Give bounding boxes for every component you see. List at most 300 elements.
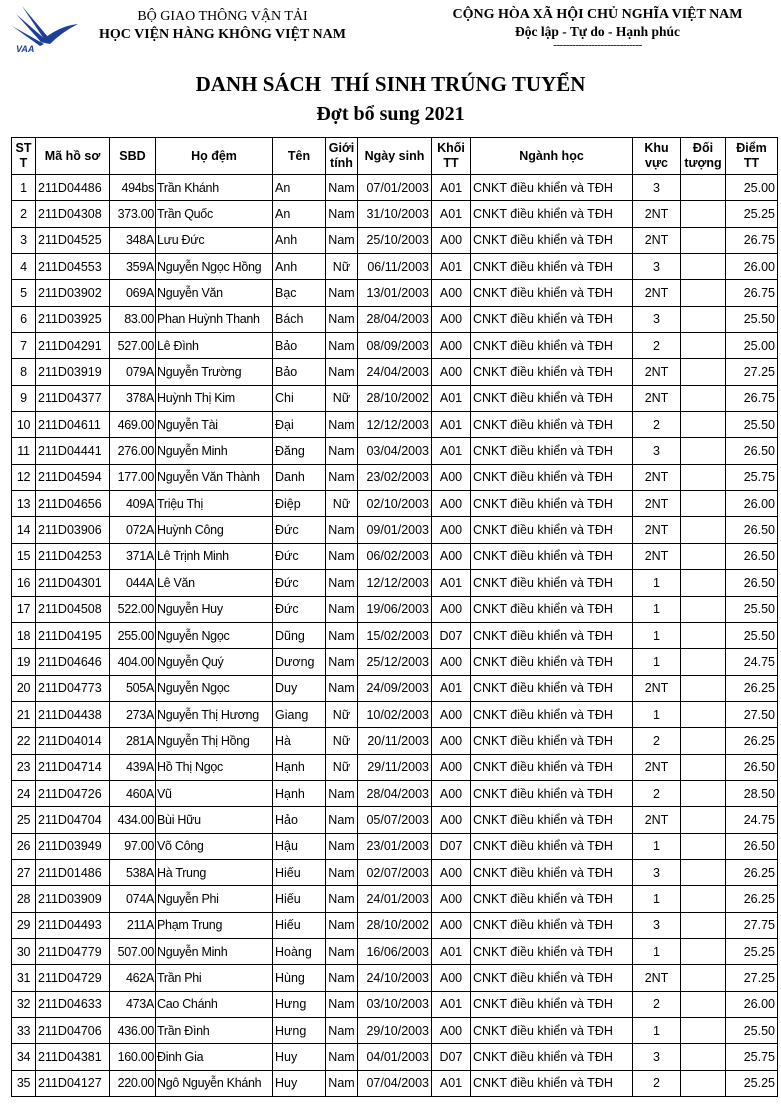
cell-ten: Hiếu xyxy=(273,886,326,912)
cell-doi-tuong xyxy=(681,728,726,754)
table-row xyxy=(12,596,778,622)
cell-khu-vuc: 2NT xyxy=(633,754,681,780)
cell-khu-vuc: 2 xyxy=(633,728,681,754)
cell-nganh-hoc: CNKT điều khiển và TĐH xyxy=(471,464,633,490)
table-row xyxy=(12,780,778,806)
cell-gioi-tinh: Nam xyxy=(326,833,358,859)
cell-ngay-sinh: 07/04/2003 xyxy=(358,1070,432,1096)
cell-diem-tt: 26.75 xyxy=(726,227,778,253)
cell-ma-ho-so: 211D03949 xyxy=(36,833,110,859)
cell-gioi-tinh: Nam xyxy=(326,570,358,596)
table-row xyxy=(12,807,778,833)
cell-sbd: 072A xyxy=(110,517,156,543)
table-row xyxy=(12,491,778,517)
cell-nganh-hoc: CNKT điều khiển và TĐH xyxy=(471,701,633,727)
cell-gioi-tinh: Nam xyxy=(326,1044,358,1070)
cell-nganh-hoc: CNKT điều khiển và TĐH xyxy=(471,649,633,675)
cell-ho-dem: Lê Trịnh Minh xyxy=(156,543,273,569)
cell-nganh-hoc: CNKT điều khiển và TĐH xyxy=(471,991,633,1017)
cell-khoi-tt: A00 xyxy=(432,543,471,569)
cell-gioi-tinh: Nữ xyxy=(326,728,358,754)
cell-khoi-tt: A01 xyxy=(432,438,471,464)
cell-ma-ho-so: 211D04493 xyxy=(36,912,110,938)
cell-stt: 18 xyxy=(12,622,36,648)
cell-stt: 14 xyxy=(12,517,36,543)
cell-ma-ho-so: 211D04553 xyxy=(36,254,110,280)
cell-ten: Bạc xyxy=(273,280,326,306)
header-sbd xyxy=(110,138,156,175)
cell-stt: 9 xyxy=(12,385,36,411)
cell-nganh-hoc: CNKT điều khiển và TĐH xyxy=(471,754,633,780)
cell-doi-tuong xyxy=(681,464,726,490)
cell-ten: Hảo xyxy=(273,807,326,833)
cell-ho-dem: Nguyễn Huy xyxy=(156,596,273,622)
cell-ho-dem: Phạm Trung xyxy=(156,912,273,938)
cell-khoi-tt: A01 xyxy=(432,991,471,1017)
cell-ten: Bách xyxy=(273,306,326,332)
cell-khoi-tt: A00 xyxy=(432,807,471,833)
cell-khoi-tt: A00 xyxy=(432,965,471,991)
cell-doi-tuong xyxy=(681,254,726,280)
cell-khoi-tt: A01 xyxy=(432,175,471,201)
cell-ma-ho-so: 211D04633 xyxy=(36,991,110,1017)
cell-gioi-tinh: Nam xyxy=(326,464,358,490)
cell-ma-ho-so: 211D04291 xyxy=(36,333,110,359)
cell-ngay-sinh: 25/12/2003 xyxy=(358,649,432,675)
cell-diem-tt: 25.25 xyxy=(726,201,778,227)
cell-khu-vuc: 2 xyxy=(633,412,681,438)
cell-doi-tuong xyxy=(681,1070,726,1096)
cell-ten: Hiếu xyxy=(273,912,326,938)
cell-khu-vuc: 1 xyxy=(633,622,681,648)
cell-ten: Hậu xyxy=(273,833,326,859)
cell-sbd: 527.00 xyxy=(110,333,156,359)
cell-doi-tuong xyxy=(681,227,726,253)
cell-ho-dem: Nguyễn Văn xyxy=(156,280,273,306)
cell-sbd: 044A xyxy=(110,570,156,596)
cell-khoi-tt: A00 xyxy=(432,780,471,806)
issuing-organization xyxy=(80,8,365,44)
cell-ngay-sinh: 28/04/2003 xyxy=(358,306,432,332)
cell-stt: 5 xyxy=(12,280,36,306)
cell-khu-vuc: 1 xyxy=(633,1018,681,1044)
cell-nganh-hoc: CNKT điều khiển và TĐH xyxy=(471,1044,633,1070)
cell-khoi-tt: A01 xyxy=(432,1070,471,1096)
table-row xyxy=(12,175,778,201)
cell-diem-tt: 24.75 xyxy=(726,649,778,675)
national-header xyxy=(425,6,770,50)
cell-nganh-hoc: CNKT điều khiển và TĐH xyxy=(471,728,633,754)
table-row xyxy=(12,912,778,938)
table-row xyxy=(12,1044,778,1070)
cell-khu-vuc: 3 xyxy=(633,306,681,332)
cell-khu-vuc: 2NT xyxy=(633,807,681,833)
cell-ho-dem: Trần Quốc xyxy=(156,201,273,227)
header-doi-tuong-line: Đối xyxy=(692,141,714,155)
cell-doi-tuong xyxy=(681,543,726,569)
cell-ho-dem: Huỳnh Thị Kim xyxy=(156,385,273,411)
table-row xyxy=(12,649,778,675)
cell-nganh-hoc: CNKT điều khiển và TĐH xyxy=(471,254,633,280)
cell-ho-dem: Trần Đình xyxy=(156,1018,273,1044)
cell-ho-dem: Trần Khánh xyxy=(156,175,273,201)
cell-ten: Huy xyxy=(273,1044,326,1070)
cell-ten: An xyxy=(273,175,326,201)
cell-stt: 8 xyxy=(12,359,36,385)
cell-ngay-sinh: 29/11/2003 xyxy=(358,754,432,780)
national-motto: Độc lập - Tự do - Hạnh phúc xyxy=(514,24,681,39)
cell-diem-tt: 27.50 xyxy=(726,701,778,727)
cell-diem-tt: 25.50 xyxy=(726,412,778,438)
cell-doi-tuong xyxy=(681,596,726,622)
table-row xyxy=(12,701,778,727)
cell-ngay-sinh: 04/01/2003 xyxy=(358,1044,432,1070)
cell-khoi-tt: A00 xyxy=(432,728,471,754)
cell-ho-dem: Huỳnh Công xyxy=(156,517,273,543)
cell-ten: Điệp xyxy=(273,491,326,517)
cell-doi-tuong xyxy=(681,965,726,991)
cell-nganh-hoc: CNKT điều khiển và TĐH xyxy=(471,965,633,991)
cell-diem-tt: 26.50 xyxy=(726,754,778,780)
cell-doi-tuong xyxy=(681,938,726,964)
cell-gioi-tinh: Nam xyxy=(326,306,358,332)
cell-ten: Dũng xyxy=(273,622,326,648)
cell-ma-ho-so: 211D04773 xyxy=(36,675,110,701)
cell-gioi-tinh: Nữ xyxy=(326,254,358,280)
cell-nganh-hoc: CNKT điều khiển và TĐH xyxy=(471,491,633,517)
cell-khoi-tt: A01 xyxy=(432,938,471,964)
cell-doi-tuong xyxy=(681,175,726,201)
table-row xyxy=(12,965,778,991)
cell-sbd: 404.00 xyxy=(110,649,156,675)
cell-stt: 26 xyxy=(12,833,36,859)
cell-ma-ho-so: 211D04438 xyxy=(36,701,110,727)
cell-khu-vuc: 2NT xyxy=(633,543,681,569)
cell-nganh-hoc: CNKT điều khiển và TĐH xyxy=(471,675,633,701)
cell-ten: Anh xyxy=(273,227,326,253)
cell-sbd: 177.00 xyxy=(110,464,156,490)
cell-khu-vuc: 1 xyxy=(633,833,681,859)
cell-ngay-sinh: 03/10/2003 xyxy=(358,991,432,1017)
title-main: DANH SÁCH THÍ SINH TRÚNG TUYỂN xyxy=(195,72,586,96)
table-row xyxy=(12,859,778,885)
header-ten xyxy=(273,138,326,175)
cell-gioi-tinh: Nam xyxy=(326,912,358,938)
cell-stt: 33 xyxy=(12,1018,36,1044)
svg-text:VAA: VAA xyxy=(16,44,35,54)
cell-ten: Chi xyxy=(273,385,326,411)
cell-doi-tuong xyxy=(681,991,726,1017)
cell-sbd: 462A xyxy=(110,965,156,991)
document-title xyxy=(0,70,781,129)
cell-diem-tt: 26.25 xyxy=(726,728,778,754)
header-ten-line: Tên xyxy=(287,148,311,163)
cell-khu-vuc: 2NT xyxy=(633,201,681,227)
cell-nganh-hoc: CNKT điều khiển và TĐH xyxy=(471,201,633,227)
cell-nganh-hoc: CNKT điều khiển và TĐH xyxy=(471,385,633,411)
cell-gioi-tinh: Nữ xyxy=(326,754,358,780)
cell-khoi-tt: A00 xyxy=(432,491,471,517)
cell-nganh-hoc: CNKT điều khiển và TĐH xyxy=(471,886,633,912)
cell-doi-tuong xyxy=(681,491,726,517)
cell-ma-ho-so: 211D04714 xyxy=(36,754,110,780)
motto-rule: ---------------------------- xyxy=(553,39,642,51)
cell-sbd: 273A xyxy=(110,701,156,727)
cell-ngay-sinh: 13/01/2003 xyxy=(358,280,432,306)
cell-khoi-tt: A00 xyxy=(432,886,471,912)
cell-khoi-tt: D07 xyxy=(432,622,471,648)
cell-stt: 21 xyxy=(12,701,36,727)
cell-stt: 31 xyxy=(12,965,36,991)
cell-ma-ho-so: 211D04525 xyxy=(36,227,110,253)
header-ho-dem xyxy=(156,138,273,175)
cell-ngay-sinh: 20/11/2003 xyxy=(358,728,432,754)
cell-khu-vuc: 2NT xyxy=(633,965,681,991)
republic-name: CỘNG HÒA XÃ HỘI CHỦ NGHĨA VIỆT NAM xyxy=(452,7,743,22)
cell-khu-vuc: 3 xyxy=(633,438,681,464)
cell-doi-tuong xyxy=(681,280,726,306)
cell-khu-vuc: 3 xyxy=(633,912,681,938)
cell-ten: Hoàng xyxy=(273,938,326,964)
cell-ho-dem: Hà Trung xyxy=(156,859,273,885)
cell-ma-ho-so: 211D04308 xyxy=(36,201,110,227)
cell-ten: Anh xyxy=(273,254,326,280)
cell-gioi-tinh: Nữ xyxy=(326,385,358,411)
cell-ngay-sinh: 07/01/2003 xyxy=(358,175,432,201)
cell-gioi-tinh: Nam xyxy=(326,175,358,201)
table-header-row xyxy=(12,138,778,175)
cell-ho-dem: Đinh Gia xyxy=(156,1044,273,1070)
cell-ngay-sinh: 24/10/2003 xyxy=(358,965,432,991)
cell-ngay-sinh: 24/04/2003 xyxy=(358,359,432,385)
cell-ten: Hùng xyxy=(273,965,326,991)
cell-ho-dem: Nguyễn Văn Thành xyxy=(156,464,273,490)
cell-khoi-tt: A00 xyxy=(432,912,471,938)
cell-ngay-sinh: 06/11/2003 xyxy=(358,254,432,280)
cell-ma-ho-so: 211D04704 xyxy=(36,807,110,833)
cell-ho-dem: Võ Công xyxy=(156,833,273,859)
cell-diem-tt: 25.75 xyxy=(726,464,778,490)
cell-doi-tuong xyxy=(681,912,726,938)
cell-gioi-tinh: Nam xyxy=(326,280,358,306)
cell-ma-ho-so: 211D03902 xyxy=(36,280,110,306)
cell-khoi-tt: A01 xyxy=(432,385,471,411)
header-khu-vuc-line: Khu xyxy=(644,141,669,155)
cell-khoi-tt: A00 xyxy=(432,359,471,385)
cell-ma-ho-so: 211D04381 xyxy=(36,1044,110,1070)
header-ma-ho-so xyxy=(36,138,110,175)
table-row xyxy=(12,306,778,332)
table-row xyxy=(12,833,778,859)
cell-diem-tt: 26.50 xyxy=(726,438,778,464)
cell-diem-tt: 25.50 xyxy=(726,596,778,622)
cell-ma-ho-so: 211D04253 xyxy=(36,543,110,569)
cell-ten: Đức xyxy=(273,543,326,569)
cell-ten: An xyxy=(273,201,326,227)
cell-khu-vuc: 2 xyxy=(633,1070,681,1096)
cell-gioi-tinh: Nam xyxy=(326,991,358,1017)
cell-khu-vuc: 2 xyxy=(633,333,681,359)
table-row xyxy=(12,333,778,359)
cell-ho-dem: Nguyễn Ngọc xyxy=(156,622,273,648)
cell-ma-ho-so: 211D04508 xyxy=(36,596,110,622)
cell-doi-tuong xyxy=(681,1044,726,1070)
cell-ma-ho-so: 211D04611 xyxy=(36,412,110,438)
table-row xyxy=(12,517,778,543)
cell-stt: 25 xyxy=(12,807,36,833)
cell-ngay-sinh: 09/01/2003 xyxy=(358,517,432,543)
table-row xyxy=(12,385,778,411)
cell-ma-ho-so: 211D03925 xyxy=(36,306,110,332)
cell-gioi-tinh: Nữ xyxy=(326,701,358,727)
cell-ngay-sinh: 12/12/2003 xyxy=(358,412,432,438)
cell-ho-dem: Lê Văn xyxy=(156,570,273,596)
cell-ho-dem: Nguyễn Minh xyxy=(156,438,273,464)
cell-ten: Bảo xyxy=(273,333,326,359)
cell-stt: 2 xyxy=(12,201,36,227)
header-khoi-tt-line: Khối xyxy=(437,141,465,155)
cell-gioi-tinh: Nam xyxy=(326,807,358,833)
cell-gioi-tinh: Nam xyxy=(326,359,358,385)
cell-khoi-tt: A01 xyxy=(432,201,471,227)
cell-stt: 22 xyxy=(12,728,36,754)
cell-sbd: 079A xyxy=(110,359,156,385)
cell-khoi-tt: A01 xyxy=(432,675,471,701)
cell-khu-vuc: 2 xyxy=(633,780,681,806)
cell-stt: 19 xyxy=(12,649,36,675)
table-row xyxy=(12,886,778,912)
header-diem-tt xyxy=(726,138,778,175)
table-row xyxy=(12,1018,778,1044)
header-doi-tuong xyxy=(681,138,726,175)
cell-stt: 30 xyxy=(12,938,36,964)
cell-ma-ho-so: 211D03906 xyxy=(36,517,110,543)
cell-nganh-hoc: CNKT điều khiển và TĐH xyxy=(471,938,633,964)
cell-khu-vuc: 3 xyxy=(633,859,681,885)
cell-khoi-tt: A00 xyxy=(432,280,471,306)
table-row xyxy=(12,254,778,280)
cell-stt: 12 xyxy=(12,464,36,490)
cell-ten: Danh xyxy=(273,464,326,490)
cell-ten: Huy xyxy=(273,1070,326,1096)
cell-stt: 6 xyxy=(12,306,36,332)
cell-khu-vuc: 2NT xyxy=(633,359,681,385)
cell-ho-dem: Bùi Hữu xyxy=(156,807,273,833)
cell-ngay-sinh: 25/10/2003 xyxy=(358,227,432,253)
cell-ho-dem: Nguyễn Ngọc Hồng xyxy=(156,254,273,280)
cell-ma-ho-so: 211D04706 xyxy=(36,1018,110,1044)
cell-ho-dem: Lê Đình xyxy=(156,333,273,359)
cell-ngay-sinh: 31/10/2003 xyxy=(358,201,432,227)
table-row xyxy=(12,728,778,754)
cell-ngay-sinh: 23/01/2003 xyxy=(358,833,432,859)
cell-sbd: 538A xyxy=(110,859,156,885)
cell-nganh-hoc: CNKT điều khiển và TĐH xyxy=(471,622,633,648)
cell-ngay-sinh: 28/10/2002 xyxy=(358,385,432,411)
cell-khoi-tt: A00 xyxy=(432,649,471,675)
cell-ten: Đức xyxy=(273,517,326,543)
cell-stt: 17 xyxy=(12,596,36,622)
cell-diem-tt: 26.50 xyxy=(726,833,778,859)
cell-ho-dem: Nguyễn Phi xyxy=(156,886,273,912)
header-stt xyxy=(12,138,36,175)
cell-diem-tt: 27.75 xyxy=(726,912,778,938)
cell-ma-ho-so: 211D03909 xyxy=(36,886,110,912)
cell-sbd: 469.00 xyxy=(110,412,156,438)
cell-ngay-sinh: 23/02/2003 xyxy=(358,464,432,490)
cell-gioi-tinh: Nam xyxy=(326,201,358,227)
vaa-logo xyxy=(10,4,80,54)
cell-stt: 27 xyxy=(12,859,36,885)
cell-gioi-tinh: Nữ xyxy=(326,491,358,517)
cell-diem-tt: 26.25 xyxy=(726,675,778,701)
cell-nganh-hoc: CNKT điều khiển và TĐH xyxy=(471,912,633,938)
cell-diem-tt: 27.25 xyxy=(726,359,778,385)
cell-sbd: 436.00 xyxy=(110,1018,156,1044)
cell-gioi-tinh: Nam xyxy=(326,675,358,701)
cell-ma-ho-so: 211D04726 xyxy=(36,780,110,806)
cell-khu-vuc: 3 xyxy=(633,1044,681,1070)
cell-ma-ho-so: 211D04656 xyxy=(36,491,110,517)
cell-stt: 35 xyxy=(12,1070,36,1096)
cell-stt: 20 xyxy=(12,675,36,701)
cell-diem-tt: 25.00 xyxy=(726,333,778,359)
cell-gioi-tinh: Nam xyxy=(326,412,358,438)
cell-sbd: 97.00 xyxy=(110,833,156,859)
cell-doi-tuong xyxy=(681,359,726,385)
admission-table xyxy=(11,137,778,1097)
cell-ngay-sinh: 28/04/2003 xyxy=(358,780,432,806)
cell-sbd: 409A xyxy=(110,491,156,517)
cell-doi-tuong xyxy=(681,201,726,227)
cell-doi-tuong xyxy=(681,780,726,806)
cell-stt: 32 xyxy=(12,991,36,1017)
cell-sbd: 83.00 xyxy=(110,306,156,332)
cell-khu-vuc: 2 xyxy=(633,991,681,1017)
cell-gioi-tinh: Nam xyxy=(326,886,358,912)
cell-ngay-sinh: 02/10/2003 xyxy=(358,491,432,517)
cell-sbd: 522.00 xyxy=(110,596,156,622)
cell-ngay-sinh: 08/09/2003 xyxy=(358,333,432,359)
table-row xyxy=(12,938,778,964)
cell-ma-ho-so: 211D04441 xyxy=(36,438,110,464)
cell-ma-ho-so: 211D01486 xyxy=(36,859,110,885)
cell-khoi-tt: A01 xyxy=(432,412,471,438)
cell-doi-tuong xyxy=(681,1018,726,1044)
cell-khoi-tt: A00 xyxy=(432,701,471,727)
cell-ma-ho-so: 211D04729 xyxy=(36,965,110,991)
cell-doi-tuong xyxy=(681,701,726,727)
cell-ten: Hưng xyxy=(273,1018,326,1044)
cell-khu-vuc: 1 xyxy=(633,649,681,675)
cell-nganh-hoc: CNKT điều khiển và TĐH xyxy=(471,833,633,859)
cell-diem-tt: 26.00 xyxy=(726,491,778,517)
cell-khu-vuc: 2NT xyxy=(633,517,681,543)
cell-diem-tt: 25.50 xyxy=(726,622,778,648)
cell-diem-tt: 25.50 xyxy=(726,1018,778,1044)
cell-diem-tt: 28.50 xyxy=(726,780,778,806)
cell-sbd: 220.00 xyxy=(110,1070,156,1096)
ministry-name: BỘ GIAO THÔNG VẬN TẢI xyxy=(137,9,308,24)
cell-khoi-tt: A01 xyxy=(432,570,471,596)
cell-sbd: 276.00 xyxy=(110,438,156,464)
cell-ngay-sinh: 16/06/2003 xyxy=(358,938,432,964)
cell-diem-tt: 24.75 xyxy=(726,807,778,833)
header-khoi-tt xyxy=(432,138,471,175)
cell-doi-tuong xyxy=(681,385,726,411)
cell-ma-ho-so: 211D04486 xyxy=(36,175,110,201)
cell-ho-dem: Nguyễn Quý xyxy=(156,649,273,675)
